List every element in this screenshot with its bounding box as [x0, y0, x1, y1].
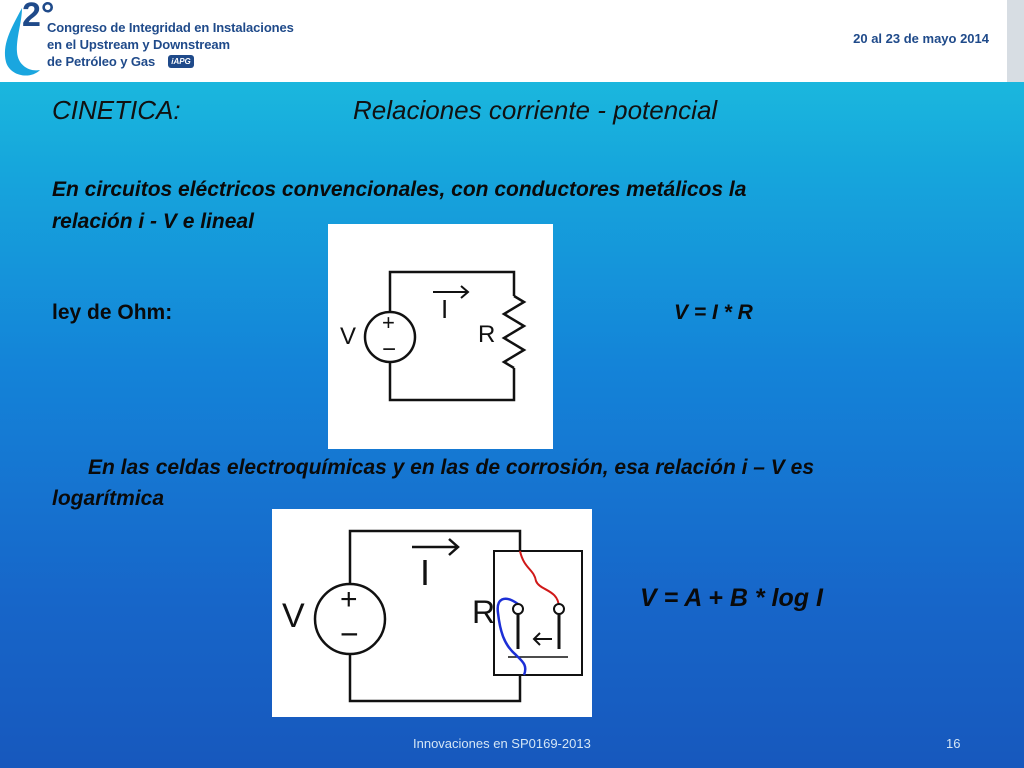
slide-title-left: CINETICA:: [52, 95, 181, 125]
log-plus-sign: +: [340, 583, 358, 616]
log-r-label: R: [472, 594, 496, 630]
ohm-plus-sign: +: [382, 310, 395, 335]
para1-line1: En circuitos eléctricos convencionales, con conductores metálicos la: [52, 178, 747, 201]
footer-center: Innovaciones en SP0169-2013: [413, 736, 591, 751]
log-formula: V = A + B * log I: [640, 584, 823, 612]
ohm-label: ley de Ohm:: [52, 301, 173, 324]
ohm-formula: V = I * R: [674, 301, 753, 324]
ohm-circuit-diagram: [328, 224, 553, 449]
logo-line-3: de Petróleo y Gas: [47, 54, 156, 69]
logo-line-2: en el Upstream y Downstream: [47, 37, 230, 52]
header-strip: [1007, 0, 1024, 82]
log-i-label: I: [420, 552, 431, 593]
para2-line1: En las celdas electroquímicas y en las de corrosión, esa relación i – V es: [88, 456, 815, 479]
iapg-badge: iAPG: [168, 55, 194, 68]
log-circuit-diagram: [272, 509, 592, 717]
logo-line-1: Congreso de Integridad en Instalaciones: [47, 20, 294, 35]
ohm-i-label: I: [441, 294, 449, 324]
para2-line2: logarítmica: [52, 487, 165, 510]
header-bar: [0, 0, 1007, 82]
log-circuit-figure: [272, 509, 592, 717]
logo-number: 2°: [22, 0, 55, 34]
page-number: 16: [946, 736, 961, 751]
ohm-circuit-figure: [328, 224, 553, 449]
event-date: 20 al 23 de mayo 2014: [853, 31, 989, 46]
ohm-r-label: R: [478, 321, 496, 348]
ohm-minus-sign: −: [382, 336, 397, 363]
log-v-label: V: [282, 597, 305, 635]
para1-line2: relación i - V e lineal: [52, 210, 254, 233]
log-minus-sign: −: [340, 616, 359, 652]
ohm-v-label: V: [340, 323, 357, 350]
slide-title-right: Relaciones corriente - potencial: [353, 95, 718, 125]
